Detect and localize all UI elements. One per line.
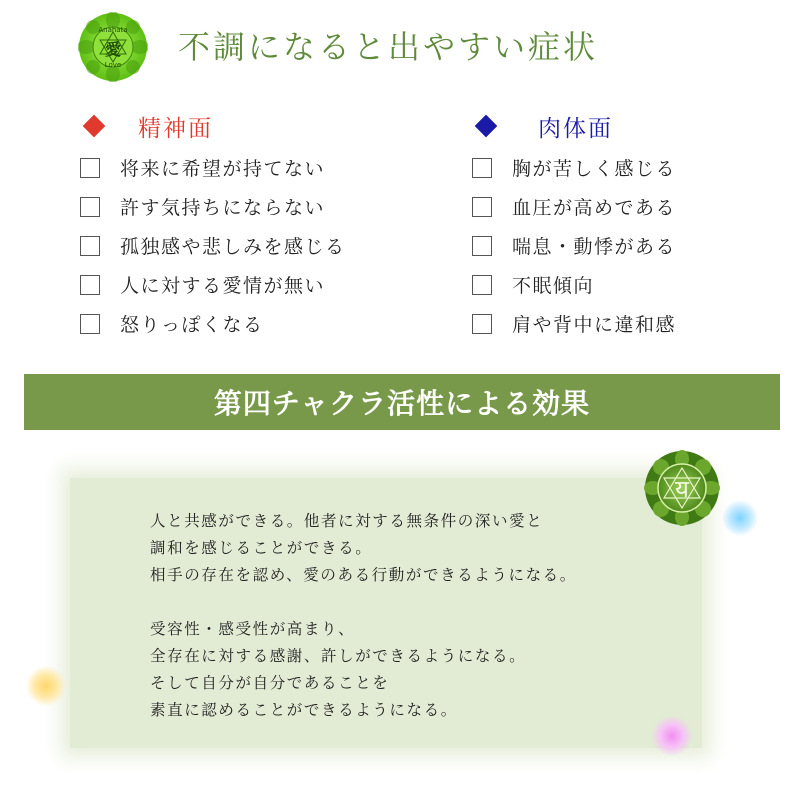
red-diamond-icon: [83, 115, 106, 138]
checkbox[interactable]: [80, 236, 100, 256]
checklist-label: 怒りっぽくなる: [120, 314, 264, 336]
logo-bottom-text: Love: [104, 61, 122, 69]
mental-checklist: [80, 148, 346, 343]
effects-box: [70, 478, 702, 748]
checkbox[interactable]: [80, 275, 100, 295]
effect-line: [150, 589, 577, 616]
physical-column: [472, 108, 676, 343]
checklist-label: 血圧が高めである: [512, 197, 677, 219]
checklist-label: 胸が苦しく感じる: [512, 158, 677, 180]
effect-line: そして自分が自分であることを: [150, 674, 390, 692]
checkbox[interactable]: [472, 158, 492, 178]
heart-chakra-emblem-icon: [644, 450, 720, 526]
checkbox[interactable]: [80, 314, 100, 334]
checkbox[interactable]: [80, 158, 100, 178]
checklist-item[interactable]: [80, 226, 346, 265]
pink-glow: [652, 716, 692, 756]
checkbox[interactable]: [472, 236, 492, 256]
heart-chakra-logo-icon: [78, 12, 148, 82]
effect-line: 調和を感じることができる。: [150, 539, 373, 557]
checkbox[interactable]: [80, 197, 100, 217]
mental-label: 精神面: [138, 115, 213, 142]
checklist-item[interactable]: [472, 265, 676, 304]
logo-top-text: Anahata: [98, 26, 128, 34]
checklist-item[interactable]: [472, 148, 676, 187]
checkbox[interactable]: [472, 197, 492, 217]
logo-center-text: 愛: [104, 40, 121, 59]
checklist-item[interactable]: [80, 304, 346, 343]
physical-checklist: [472, 148, 676, 343]
checklist-label: 孤独感や悲しみを感じる: [120, 236, 346, 258]
effect-line: 素直に認めることができるようになる。: [150, 701, 458, 719]
checklist-label: 将来に希望が持てない: [120, 158, 326, 180]
checklist-label: 不眠傾向: [512, 275, 595, 297]
checklist-item[interactable]: [472, 226, 676, 265]
physical-header: [472, 108, 676, 144]
mental-header: [80, 108, 346, 144]
physical-label: 肉体面: [538, 115, 613, 142]
effect-line: 相手の存在を認め、愛のある行動ができるようになる。: [150, 566, 577, 584]
checklist-item[interactable]: [80, 265, 346, 304]
emblem-letter: य: [675, 475, 689, 503]
checkbox[interactable]: [472, 314, 492, 334]
checklist-item[interactable]: [472, 304, 676, 343]
blue-diamond-icon: [475, 115, 498, 138]
banner-title: 第四チャクラ活性による効果: [213, 387, 591, 420]
checklist-label: 人に対する愛情が無い: [120, 275, 326, 297]
section-banner: [24, 374, 780, 430]
page-title: 不調になると出やすい症状: [178, 28, 599, 66]
checklist-item[interactable]: [80, 187, 346, 226]
checkbox[interactable]: [472, 275, 492, 295]
blue-glow: [722, 500, 758, 536]
checklist-item[interactable]: [472, 187, 676, 226]
checklist-label: 肩や背中に違和感: [512, 314, 677, 336]
checklist-item[interactable]: [80, 148, 346, 187]
effect-line: 人と共感ができる。他者に対する無条件の深い愛と: [150, 512, 544, 530]
checklist-label: 許す気持ちにならない: [120, 197, 326, 219]
effect-line: 全存在に対する感謝、許しができるようになる。: [150, 647, 527, 665]
effect-line: 受容性・感受性が高まり、: [150, 620, 356, 638]
mental-column: [80, 108, 346, 343]
yellow-glow: [26, 666, 66, 706]
checklist-label: 喘息・動悸がある: [512, 236, 677, 258]
effects-text: [150, 508, 577, 724]
